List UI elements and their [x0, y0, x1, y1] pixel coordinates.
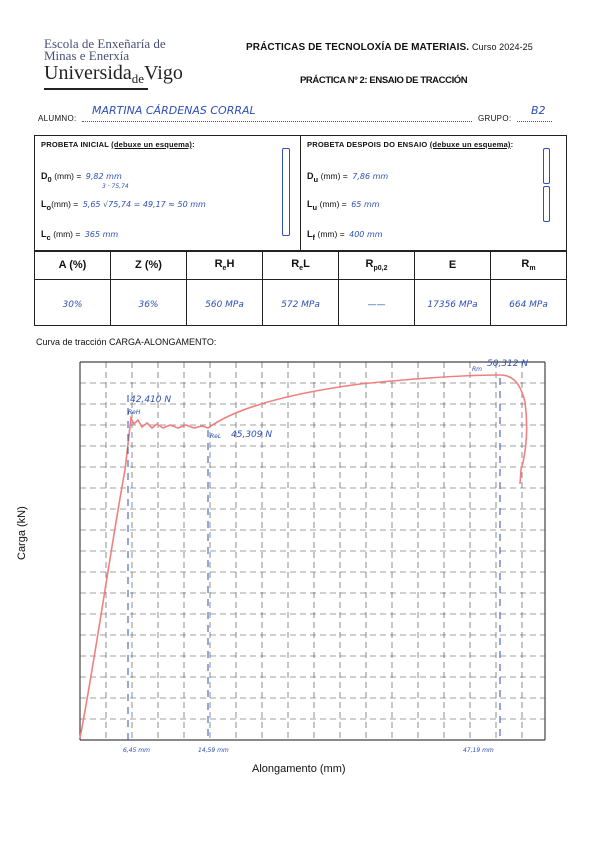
- header-e: E: [415, 251, 491, 280]
- chart-caption: Curva de tracción CARGA-ALONGAMENTO:: [36, 337, 217, 347]
- value-rp02: ——: [339, 280, 415, 326]
- x-axis-label: Alongamento (mm): [252, 763, 346, 775]
- school-line-2: Minas e Enerxía: [44, 48, 130, 63]
- du-value: 7,86 mm: [352, 172, 389, 181]
- final-specimen-heading: PROBETA DESPOIS DO ENSAIO (debuxe un esquema):: [307, 140, 514, 149]
- value-reh: 560 MPa: [187, 280, 263, 326]
- initial-specimen-heading: PROBETA INICIAL (debuxe un esquema):: [41, 140, 195, 149]
- header-z: Z (%): [111, 251, 187, 280]
- rm-annotation-value: 50,312 N: [487, 359, 529, 369]
- header-a: A (%): [35, 251, 111, 280]
- university-name-part2: de: [131, 71, 145, 86]
- lu-value: 65 mm: [351, 200, 380, 209]
- group-value: B2: [531, 104, 546, 117]
- page-subtitle: PRÁCTICA Nº 2: ENSAIO DE TRACCIÓN: [300, 75, 468, 86]
- rel-annotation-label: ReL: [210, 433, 222, 440]
- reh-annotation-value: 42,410 N: [130, 395, 172, 405]
- student-name: MARTINA CÁRDENAS CORRAL: [92, 104, 256, 117]
- value-rm: 664 MPa: [491, 280, 567, 326]
- d0-label: $D_0$ (mm) =: [41, 171, 82, 184]
- x-mark-1: 6,45 mm: [123, 747, 150, 754]
- header-rp02: $R_{p0,2}$: [339, 251, 415, 280]
- value-rel: 572 MPa: [263, 280, 339, 326]
- lf-value: 400 mm: [349, 230, 383, 239]
- header-reh: $R_eH$: [187, 251, 263, 280]
- lu-label: $L_u$ (mm) =: [307, 199, 347, 212]
- chart-grid: [80, 362, 545, 740]
- header-rel: $R_eL$: [263, 251, 339, 280]
- university-name-part3: Vigo: [144, 62, 183, 84]
- rel-annotation-value: 45,309 N: [231, 430, 273, 440]
- school-line-1: Escola de Enxeñaría de: [44, 36, 166, 51]
- x-mark-3: 47,19 mm: [463, 747, 494, 754]
- value-e: 17356 MPa: [415, 280, 491, 326]
- lc-label: $L_c$ (mm) =: [41, 229, 81, 242]
- x-mark-2: 14,59 mm: [198, 747, 229, 754]
- group-label: GRUPO:: [478, 114, 512, 123]
- l0-note: 3 · 75,74: [102, 183, 129, 190]
- header-rm: $R_m$: [491, 251, 567, 280]
- d0-value: 9,82 mm: [85, 172, 122, 181]
- title-text: PRÁCTICAS DE TECNOLOXÍA DE MATERIAIS.: [246, 42, 470, 53]
- reh-annotation-label: ReH: [128, 409, 141, 416]
- load-curve: [80, 375, 527, 738]
- lf-label: $L_f$ (mm) =: [307, 229, 345, 242]
- value-z: 36%: [111, 280, 187, 326]
- value-a: 30%: [35, 280, 111, 326]
- student-label: ALUMNO:: [38, 114, 77, 123]
- l0-label: $L_o(mm)$ =: [41, 199, 79, 212]
- lc-value: 365 mm: [84, 230, 119, 239]
- rm-annotation-label: Rm: [472, 366, 483, 373]
- y-axis-label: Carga (kN): [16, 506, 28, 560]
- l0-value: 5,65 √75,74 = 49,17 ≈ 50 mm: [82, 200, 206, 209]
- course-text: Curso 2024-25: [472, 42, 533, 52]
- university-name-part1: Universida: [44, 62, 132, 84]
- du-label: $D_u$ (mm) =: [307, 171, 348, 184]
